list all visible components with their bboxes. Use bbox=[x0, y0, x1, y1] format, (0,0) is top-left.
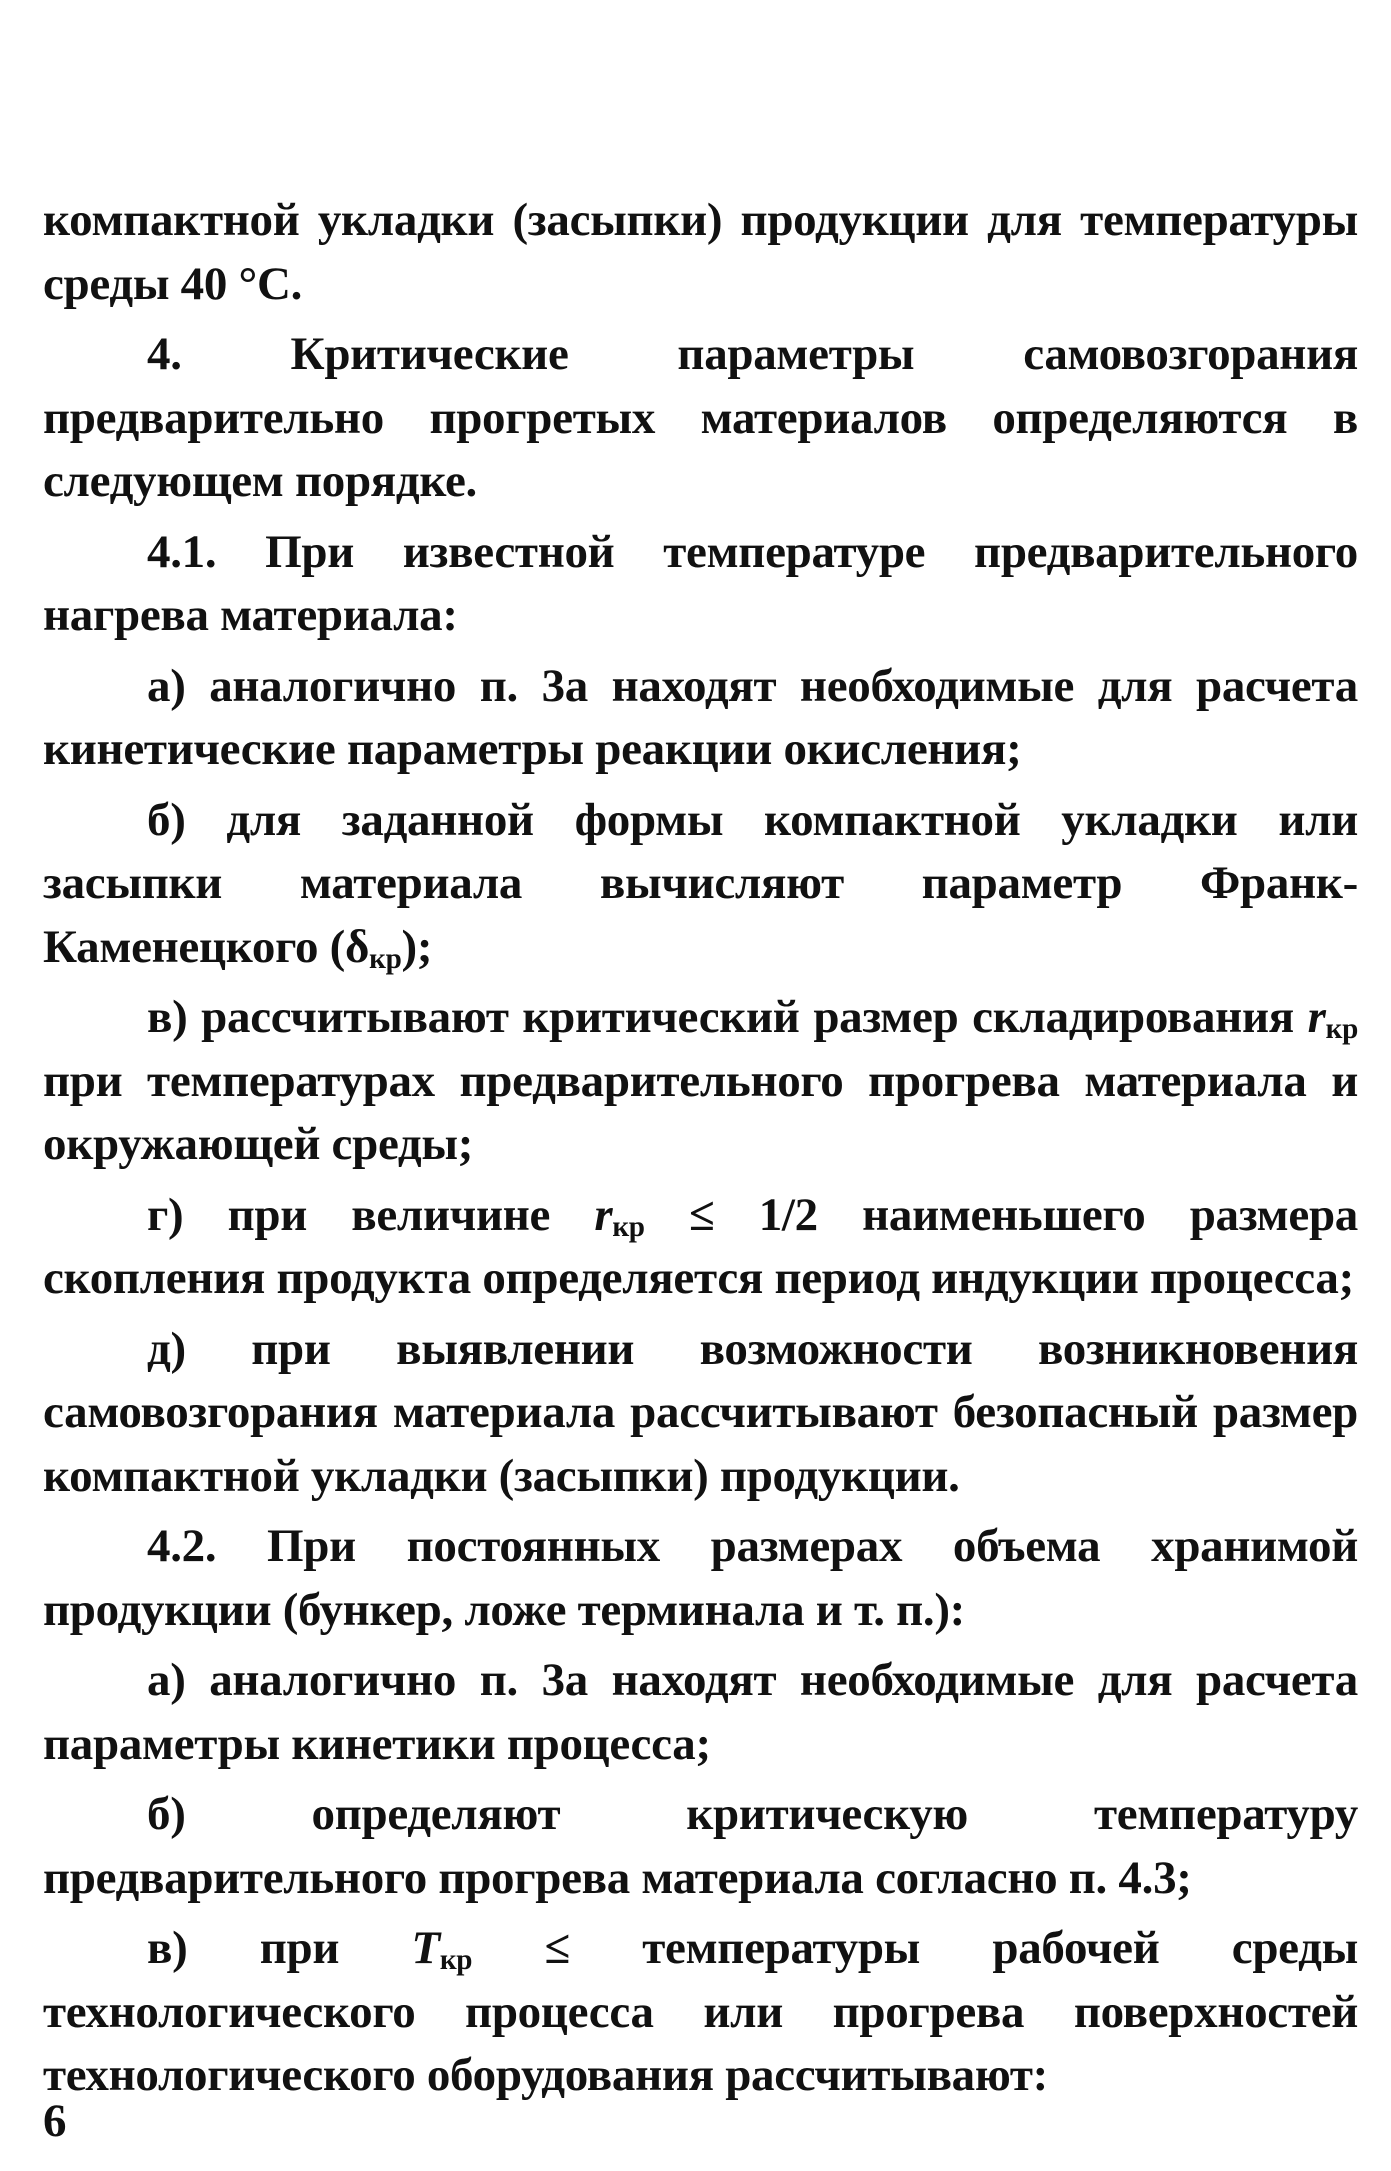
paragraph: 4.1. При известной температуре предварительного нагрева материала: bbox=[43, 525, 1358, 641]
paragraph: компактной укладки (засыпки) продукции для температуры среды 40 °C. bbox=[43, 194, 1358, 310]
text: в) при bbox=[147, 1922, 412, 1974]
variable: r bbox=[594, 1188, 613, 1241]
paragraph: а) аналогично п. 3а находят необходимые для расчета кинетические параметры реакции окисления; bbox=[43, 659, 1358, 775]
paragraph: а) аналогично п. 3а находят необходимые для расчета параметры кинетики процесса; bbox=[43, 1654, 1358, 1770]
document-body bbox=[43, 189, 1358, 2108]
variable: r bbox=[1307, 991, 1326, 1043]
paragraph bbox=[43, 986, 1358, 1177]
subscript: кр bbox=[1325, 1012, 1358, 1045]
page-number: 6 bbox=[43, 2095, 67, 2147]
text: при температурах предварительного прогрева материала и окружающей среды; bbox=[43, 1054, 1358, 1170]
subscript: кр bbox=[439, 1943, 473, 1976]
text: ); bbox=[401, 920, 433, 973]
subscript: кр bbox=[369, 942, 402, 975]
text: б) для заданной формы компактной укладки или засыпки материала вычисляют параметр Франк-Каменецкого (δ bbox=[43, 793, 1358, 973]
paragraph: б) определяют критическую температуру предварительного прогрева материала согласно п. 4.3; bbox=[43, 1788, 1358, 1904]
paragraph bbox=[43, 789, 1358, 980]
text: в) рассчитывают критический размер складирования bbox=[147, 991, 1308, 1043]
variable: T bbox=[411, 1922, 440, 1974]
paragraph: 4. Критические параметры самовозгорания предварительно прогретых материалов определяются в следующем порядке. bbox=[43, 328, 1358, 507]
paragraph: 4.2. При постоянных размерах объема хранимой продукции (бункер, ложе терминала и т. п.): bbox=[43, 1520, 1358, 1636]
text: ≤ температуры рабочей среды технологического процесса или прогрева поверхностей технологического оборудования рассчитывают: bbox=[43, 1922, 1358, 2101]
subscript: кр bbox=[612, 1210, 645, 1243]
paragraph: д) при выявлении возможности возникновения самовозгорания материала рассчитывают безопасный размер компактной укладки (засыпки) продукции. bbox=[43, 1322, 1358, 1502]
paragraph bbox=[43, 1917, 1358, 2108]
paragraph bbox=[43, 1184, 1358, 1311]
text: ≤ 1/2 наименьшего размера скопления продукта определяется период индукции процесса; bbox=[43, 1188, 1358, 1304]
text: г) при величине bbox=[147, 1188, 595, 1241]
